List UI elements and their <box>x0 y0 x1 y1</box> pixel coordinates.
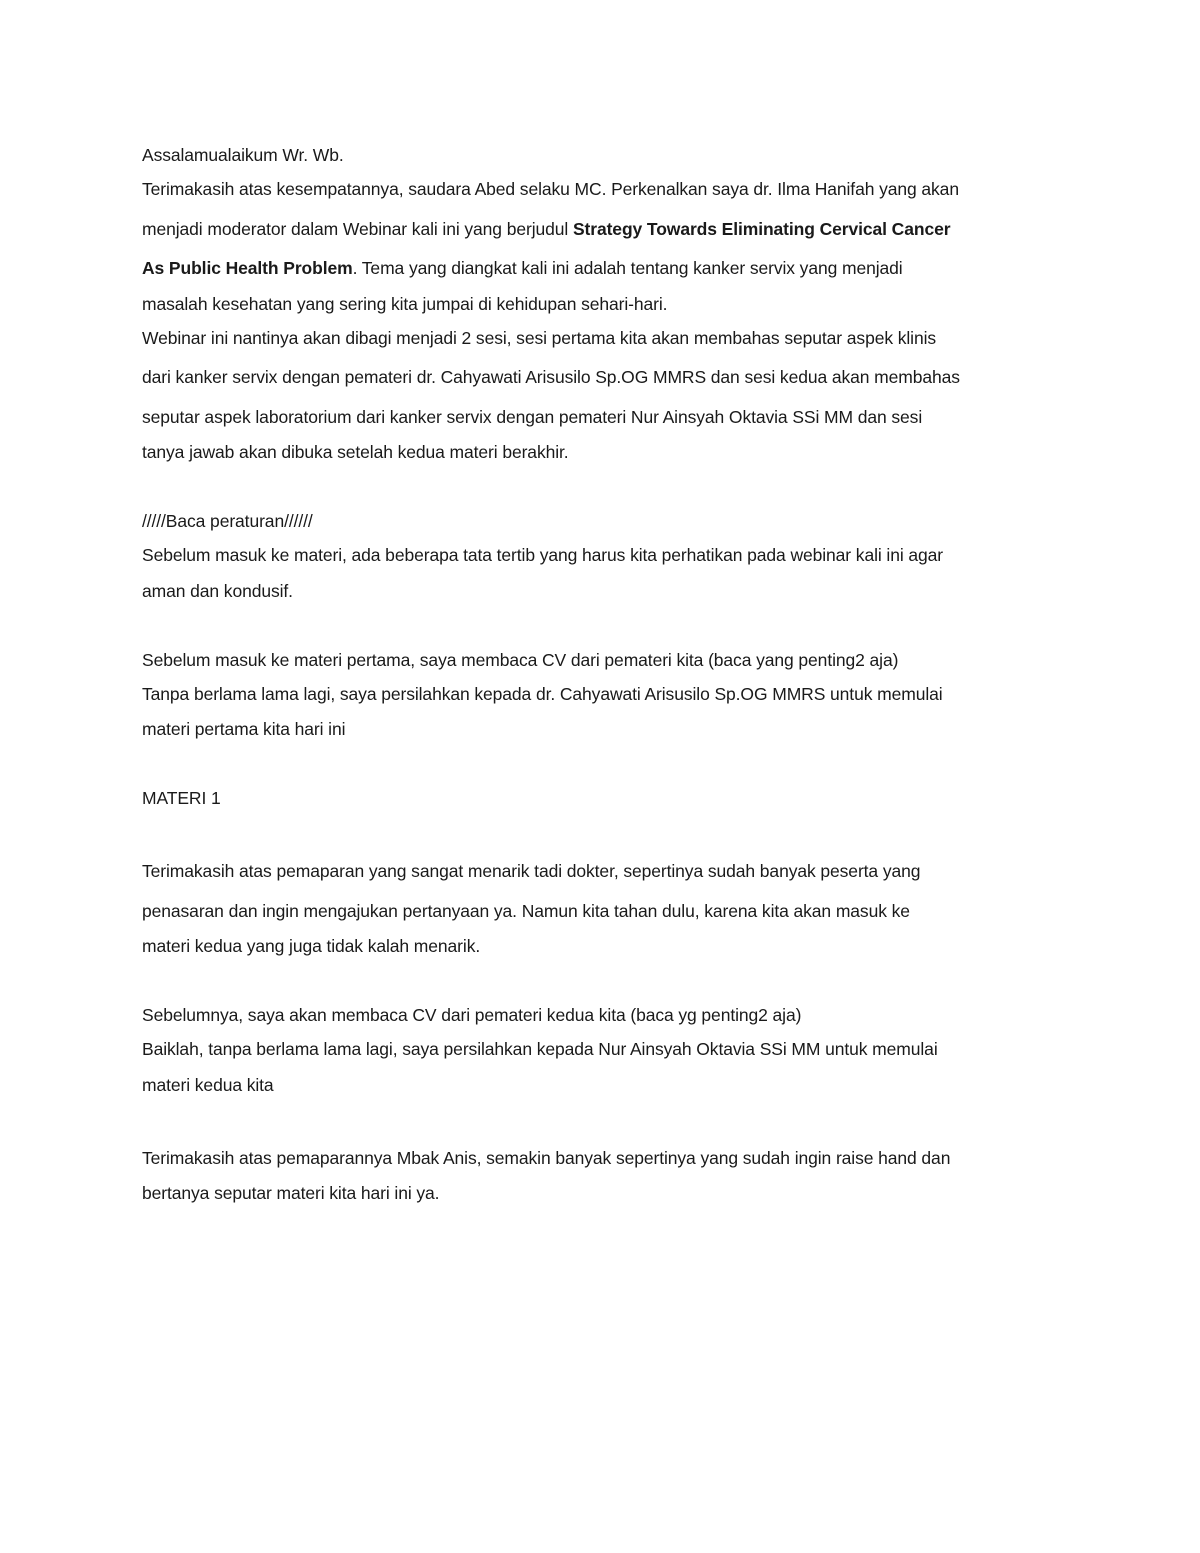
blank-line <box>142 961 1072 1000</box>
materi1-heading: MATERI 1 <box>142 788 221 808</box>
thanks2-line-2: bertanya seputar materi kita hari ini ya. <box>142 1183 440 1203</box>
thanks1-line-3: materi kedua yang juga tidak kalah menarik. <box>142 936 481 956</box>
invite2-paragraph <box>142 1030 1072 1100</box>
intro-line-4: masalah kesehatan yang sering kita jumpai di kehidupan sehari-hari. <box>142 293 668 314</box>
rules-line-2: aman dan kondusif. <box>142 580 293 601</box>
rules-paragraph <box>142 536 1072 606</box>
sessions-paragraph <box>142 319 1072 468</box>
invite1-paragraph <box>142 675 1072 745</box>
rules-line-1: Sebelum masuk ke materi, ada beberapa tata tertib yang harus kita perhatikan pada webinar kali ini agar <box>142 545 944 565</box>
intro-line-2 <box>142 210 1072 250</box>
intro-paragraph <box>142 170 1072 319</box>
invite2-line-1: Baiklah, tanpa berlama lama lagi, saya persilahkan kepada Nur Ainsyah Oktavia SSi MM untuk memulai <box>142 1039 938 1059</box>
blank-line <box>142 467 1072 506</box>
document-page <box>142 140 1072 1208</box>
thanks1-paragraph <box>142 852 1072 961</box>
rules-marker: /////Baca peraturan////// <box>142 511 313 531</box>
sessions-line-2: dari kanker servix dengan pemateri dr. Cahyawati Arisusilo Sp.OG MMRS dan sesi kedua akan membahas <box>142 367 960 387</box>
blank-line <box>142 744 1072 783</box>
intro-theme-text: . Tema yang diangkat kali ini adalah tentang kanker servix yang menjadi <box>352 258 903 278</box>
sessions-line-4: tanya jawab akan dibuka setelah kedua materi berakhir. <box>142 442 569 462</box>
intro-line-1: Terimakasih atas kesempatannya, saudara Abed selaku MC. Perkenalkan saya dr. Ilma Hanifah yang akan <box>142 179 959 199</box>
sessions-line-3: seputar aspek laboratorium dari kanker servix dengan pemateri Nur Ainsyah Oktavia SSi MM dan sesi <box>142 406 923 427</box>
blank-line <box>142 1100 1072 1139</box>
thanks1-line-2: penasaran dan ingin mengajukan pertanyaan ya. Namun kita tahan dulu, karena kita akan masuk ke <box>142 900 910 921</box>
blank-line <box>142 813 1072 852</box>
webinar-title-part-2: As Public Health Problem <box>142 258 353 278</box>
cv2-line: Sebelumnya, saya akan membaca CV dari pemateri kedua kita (baca yg penting2 aja) <box>142 1005 802 1025</box>
greeting-line: Assalamualaikum Wr. Wb. <box>142 145 344 165</box>
sessions-line-1: Webinar ini nantinya akan dibagi menjadi 2 sesi, sesi pertama kita akan membahas seputar aspek klinis <box>142 327 937 348</box>
webinar-title-part-1: Strategy Towards Eliminating Cervical Cancer <box>572 218 951 239</box>
invite1-line-1: Tanpa berlama lama lagi, saya persilahkan kepada dr. Cahyawati Arisusilo Sp.OG MMRS untuk memulai <box>142 683 943 704</box>
invite2-line-2: materi kedua kita <box>142 1074 274 1095</box>
thanks1-line-1: Terimakasih atas pemaparan yang sangat menarik tadi dokter, sepertinya sudah banyak peserta yang <box>142 861 921 881</box>
blank-line <box>142 606 1072 645</box>
thanks2-paragraph <box>142 1139 1072 1209</box>
intro-text: menjadi moderator dalam Webinar kali ini yang berjudul <box>142 218 573 239</box>
thanks2-line-1: Terimakasih atas pemaparannya Mbak Anis, semakin banyak sepertinya yang sudah ingin raise hand dan <box>142 1147 951 1168</box>
intro-line-3 <box>142 249 1072 289</box>
invite1-line-2: materi pertama kita hari ini <box>142 719 346 739</box>
cv1-line: Sebelum masuk ke materi pertama, saya membaca CV dari pemateri kita (baca yang penting2 aja) <box>142 649 899 670</box>
